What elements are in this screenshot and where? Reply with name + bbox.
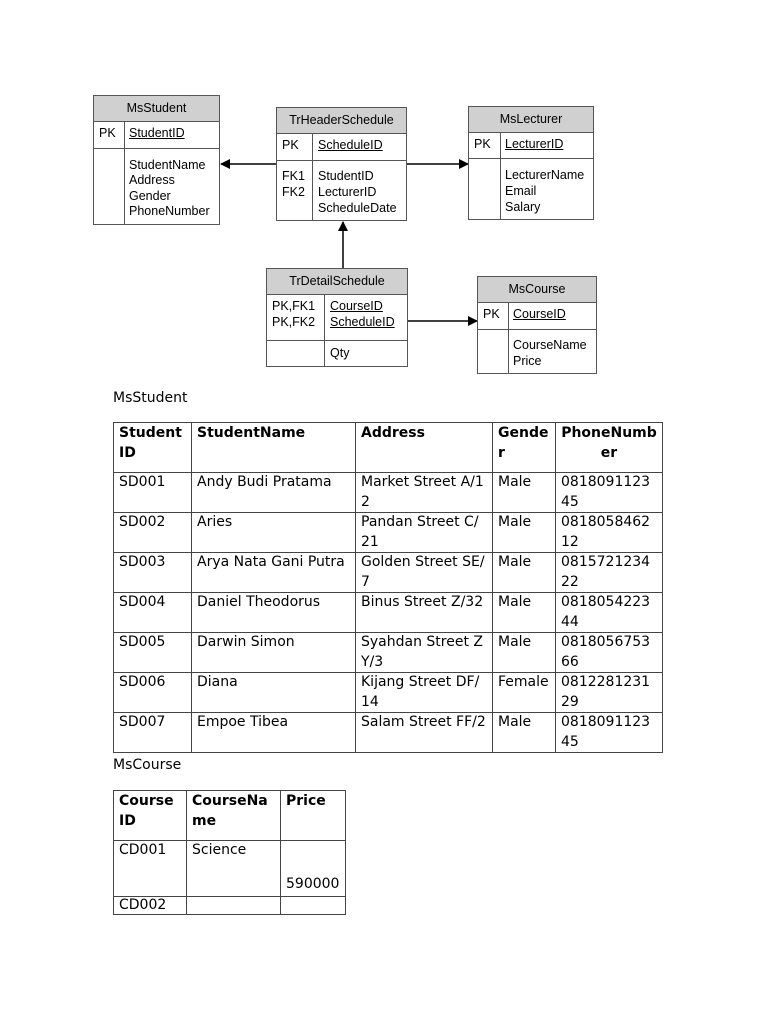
- cell-address: Golden Street SE/7: [356, 553, 493, 593]
- cell-phone-number: 081228123129: [556, 673, 663, 713]
- student-table: [113, 422, 663, 753]
- field: LecturerName: [505, 168, 585, 182]
- entity-ms-student: [93, 95, 220, 225]
- cell-student-id: SD004: [114, 593, 192, 633]
- table-row: [114, 633, 663, 673]
- cell-student-name: Aries: [192, 513, 356, 553]
- cell-student-id: SD007: [114, 713, 192, 753]
- cell-student-id: SD006: [114, 673, 192, 713]
- pk-fk-label: PK,FK2: [272, 315, 316, 329]
- entity-title: MsStudent: [94, 96, 219, 122]
- cell-address: Binus Street Z/32: [356, 593, 493, 633]
- cell-price: [281, 841, 346, 897]
- table-row: [114, 513, 663, 553]
- table-header-row: [114, 423, 663, 473]
- cell-student-id: SD001: [114, 473, 192, 513]
- pk-field: CourseID: [513, 307, 566, 321]
- field: StudentName: [129, 158, 206, 172]
- field: ScheduleDate: [318, 201, 397, 215]
- column-header: Gender: [493, 423, 556, 473]
- entity-ms-lecturer: [468, 106, 594, 220]
- pk-field: StudentID: [129, 126, 185, 140]
- pk-field: ScheduleID: [330, 315, 395, 329]
- cell-gender: Male: [493, 633, 556, 673]
- field: Gender: [129, 189, 171, 203]
- cell-gender: Male: [493, 713, 556, 753]
- pk-label: PK: [483, 307, 500, 321]
- pk-field: CourseID: [330, 299, 383, 313]
- cell-price-value: 590000: [286, 875, 340, 892]
- cell-gender: Male: [493, 513, 556, 553]
- field: PhoneNumber: [129, 204, 210, 218]
- pk-label: PK: [99, 126, 116, 140]
- pk-label: PK: [282, 138, 299, 152]
- field: Address: [129, 173, 175, 187]
- column-header: PhoneNumber: [556, 423, 663, 473]
- table-row: [114, 897, 346, 915]
- cell-price: [281, 897, 346, 915]
- cell-phone-number: 081809112345: [556, 713, 663, 753]
- pk-label: PK: [474, 137, 491, 151]
- cell-phone-number: 081805675366: [556, 633, 663, 673]
- fk-label: FK2: [282, 185, 305, 199]
- cell-phone-number: 081572123422: [556, 553, 663, 593]
- field: StudentID: [318, 169, 374, 183]
- cell-student-id: SD003: [114, 553, 192, 593]
- table-row: [114, 553, 663, 593]
- pk-field: ScheduleID: [318, 138, 383, 152]
- cell-gender: Female: [493, 673, 556, 713]
- entity-title: MsCourse: [478, 277, 596, 303]
- entity-title: TrDetailSchedule: [267, 269, 407, 295]
- cell-student-name: Arya Nata Gani Putra: [192, 553, 356, 593]
- entity-tr-detail-schedule: [266, 268, 408, 367]
- cell-student-name: Darwin Simon: [192, 633, 356, 673]
- column-header: Student ID: [114, 423, 192, 473]
- table-row: [114, 593, 663, 633]
- student-table-caption: MsStudent: [113, 390, 188, 406]
- table-row: [114, 841, 346, 897]
- field: Email: [505, 184, 537, 198]
- column-header: CourseName: [187, 791, 281, 841]
- table-header-row: [114, 791, 346, 841]
- table-row: [114, 673, 663, 713]
- entity-ms-course: [477, 276, 597, 374]
- field: Qty: [330, 346, 350, 360]
- entity-title: MsLecturer: [469, 107, 593, 133]
- erd-diagram: [0, 0, 768, 380]
- cell-course-name: Science: [187, 841, 281, 897]
- cell-address: Kijang Street DF/14: [356, 673, 493, 713]
- entity-tr-header-schedule: [276, 107, 407, 221]
- entity-title: TrHeaderSchedule: [277, 108, 406, 134]
- cell-address: Syahdan Street ZY/3: [356, 633, 493, 673]
- cell-address: Pandan Street C/21: [356, 513, 493, 553]
- course-table: [113, 790, 346, 915]
- cell-gender: Male: [493, 473, 556, 513]
- cell-course-id: CD001: [114, 841, 187, 897]
- cell-course-name: [187, 897, 281, 915]
- table-row: [114, 473, 663, 513]
- field: CourseName: [513, 338, 587, 352]
- cell-gender: Male: [493, 553, 556, 593]
- cell-student-name: Empoe Tibea: [192, 713, 356, 753]
- course-table-caption: MsCourse: [113, 757, 182, 773]
- field: Price: [513, 354, 542, 368]
- column-header: Course ID: [114, 791, 187, 841]
- cell-phone-number: 081805846212: [556, 513, 663, 553]
- pk-fk-label: PK,FK1: [272, 299, 316, 313]
- cell-student-name: Diana: [192, 673, 356, 713]
- fk-label: FK1: [282, 169, 305, 183]
- cell-student-id: SD002: [114, 513, 192, 553]
- cell-gender: Male: [493, 593, 556, 633]
- cell-phone-number: 081805422344: [556, 593, 663, 633]
- cell-address: Market Street A/12: [356, 473, 493, 513]
- cell-course-id: CD002: [114, 897, 187, 915]
- cell-student-id: SD005: [114, 633, 192, 673]
- column-header: Address: [356, 423, 493, 473]
- column-header: StudentName: [192, 423, 356, 473]
- cell-address: Salam Street FF/2: [356, 713, 493, 753]
- field: Salary: [505, 200, 541, 214]
- column-header: Price: [281, 791, 346, 841]
- cell-phone-number: 081809112345: [556, 473, 663, 513]
- table-row: [114, 713, 663, 753]
- cell-student-name: Andy Budi Pratama: [192, 473, 356, 513]
- cell-student-name: Daniel Theodorus: [192, 593, 356, 633]
- field: LecturerID: [318, 185, 377, 199]
- pk-field: LecturerID: [505, 137, 564, 151]
